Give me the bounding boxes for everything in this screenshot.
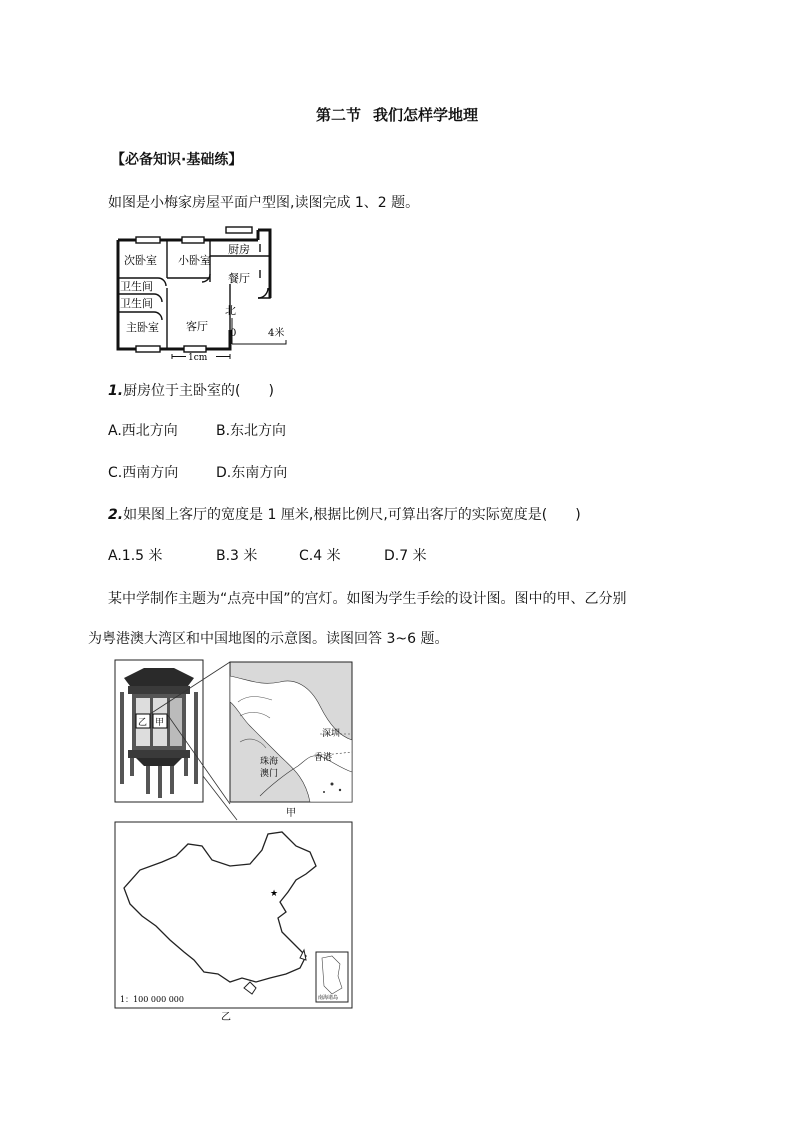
question-1 bbox=[108, 380, 274, 400]
room-label-bathroom-1: 卫生间 bbox=[120, 280, 153, 293]
north-label: 北 bbox=[225, 304, 236, 317]
room-label-secondary-bedroom: 次卧室 bbox=[124, 254, 157, 267]
q2-option-c: C.4 米 bbox=[299, 548, 341, 564]
section-label: 【必备知识·基础练】 bbox=[111, 152, 243, 168]
scale-end-label: 4米 bbox=[268, 328, 285, 339]
title-text: 我们怎样学地理 bbox=[373, 106, 479, 124]
room-label-master-bedroom: 主卧室 bbox=[126, 321, 159, 334]
map-jia-caption: 甲 bbox=[286, 808, 296, 819]
question-2-text: 如果图上客厅的宽度是 1 厘米,根据比例尺,可算出客厅的实际宽度是( ) bbox=[123, 507, 581, 523]
map-jia-label-macau: 澳门 bbox=[260, 769, 279, 779]
map-jia-label-hongkong: 香港 bbox=[314, 753, 333, 763]
question-1-number: 1. bbox=[108, 383, 124, 399]
room-label-dining: 餐厅 bbox=[228, 272, 250, 285]
page-title bbox=[0, 104, 794, 125]
south-sea-inset-label: 南海诸岛 bbox=[318, 995, 339, 1001]
lantern-label-jia: 甲 bbox=[155, 718, 165, 728]
capital-star-icon: ★ bbox=[270, 889, 279, 899]
q1-option-c: C.西南方向 bbox=[108, 465, 179, 481]
question-2 bbox=[108, 504, 581, 524]
q1-option-b: B.东北方向 bbox=[216, 423, 287, 439]
room-label-small-bedroom: 小卧室 bbox=[178, 254, 211, 267]
room-label-living-room: 客厅 bbox=[186, 320, 208, 333]
q2-option-d: D.7 米 bbox=[384, 548, 427, 564]
title-section-number: 第二节 bbox=[315, 106, 361, 124]
lantern-label-yi: 乙 bbox=[138, 718, 148, 728]
map-jia-label-zhuhai: 珠海 bbox=[260, 757, 279, 767]
map-yi-scale: 1：100 000 000 bbox=[120, 995, 184, 1004]
question-2-number: 2. bbox=[108, 507, 124, 523]
q1-option-d: D.东南方向 bbox=[216, 465, 288, 481]
scale-length-label: 1cm bbox=[188, 353, 208, 362]
map-yi-caption: 乙 bbox=[221, 1012, 231, 1022]
intro-text-2-line-1: 某中学制作主题为“点亮中国”的宫灯。如图为学生手绘的设计图。图中的甲、乙分别 bbox=[108, 591, 627, 607]
room-label-bathroom-2: 卫生间 bbox=[120, 297, 153, 310]
q2-option-b: B.3 米 bbox=[216, 548, 258, 564]
intro-text-1: 如图是小梅家房屋平面户型图,读图完成 1、2 题。 bbox=[108, 195, 420, 211]
intro-text-2-line-2: 为粤港澳大湾区和中国地图的示意图。读图回答 3~6 题。 bbox=[88, 631, 449, 647]
map-jia-label-shenzhen: 深圳 bbox=[322, 729, 341, 739]
q2-option-a: A.1.5 米 bbox=[108, 548, 163, 564]
scale-start-label: 0 bbox=[230, 328, 237, 339]
question-1-text: 厨房位于主卧室的( ) bbox=[123, 383, 274, 399]
q1-option-a: A.西北方向 bbox=[108, 423, 178, 439]
scale-bar bbox=[232, 340, 286, 344]
floorplan-figure bbox=[110, 226, 295, 362]
room-label-kitchen: 厨房 bbox=[228, 243, 250, 256]
lantern-map-figure bbox=[110, 656, 360, 1022]
